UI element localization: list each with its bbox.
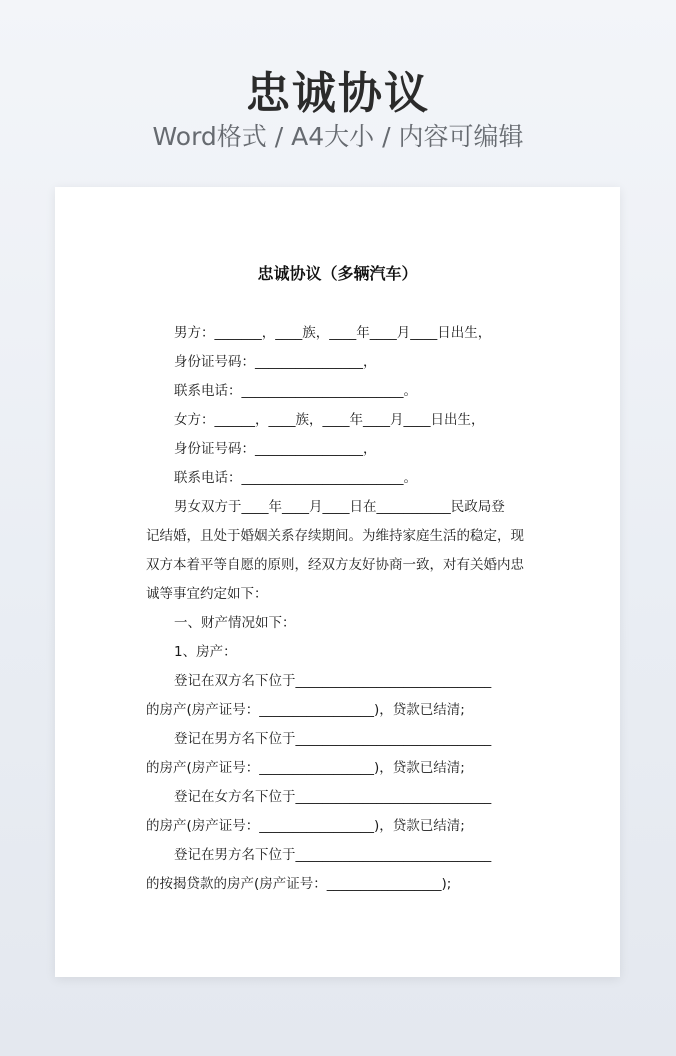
subsection-heading-house: 1、房产： — [174, 644, 237, 660]
text-line-male-info: 男方：_______，____族，____年____月____日出生， — [174, 325, 492, 341]
page-subtitle: Word格式 / A4大小 / 内容可编辑 — [152, 122, 524, 151]
text-line-male-phone: 联系电话：________________________。 — [174, 383, 417, 399]
text-line-house-male: 登记在男方名下位于_____________________________ — [174, 731, 492, 747]
document-page — [55, 187, 620, 977]
text-line-house-male-mortgage-cert: 的按揭贷款的房产(房产证号：_________________); — [146, 876, 452, 892]
text-line-house-male-mortgage: 登记在男方名下位于_____________________________ — [174, 847, 492, 863]
text-line-female-phone: 联系电话：________________________。 — [174, 470, 417, 486]
page-title: 忠诚协议 — [246, 68, 430, 119]
text-line-paragraph: 双方本着平等自愿的原则，经双方友好协商一致，对有关婚内忠 — [146, 557, 524, 573]
document-title: 忠诚协议（多辆汽车） — [257, 264, 418, 283]
text-line-paragraph: 男女双方于____年____月____日在___________民政局登 — [174, 499, 505, 515]
text-line-female-info: 女方：______，____族，____年____月____日出生， — [174, 412, 485, 428]
text-line-house-joint: 登记在双方名下位于_____________________________ — [174, 673, 492, 689]
text-line-house-male-cert: 的房产(房产证号：_________________)，贷款已结清; — [146, 760, 465, 776]
section-heading-property: 一、财产情况如下： — [174, 615, 296, 631]
text-line-female-id: 身份证号码：________________， — [174, 441, 377, 457]
document-body — [146, 319, 530, 899]
text-line-house-female-cert: 的房产(房产证号：_________________)，贷款已结清; — [146, 818, 465, 834]
text-line-male-id: 身份证号码：________________， — [174, 354, 377, 370]
text-line-house-female: 登记在女方名下位于_____________________________ — [174, 789, 492, 805]
text-line-paragraph: 记结婚，且处于婚姻关系存续期间。为维持家庭生活的稳定，现 — [146, 528, 524, 544]
text-line-paragraph: 诚等事宜约定如下： — [146, 586, 268, 602]
text-line-house-joint-cert: 的房产(房产证号：_________________)，贷款已结清; — [146, 702, 465, 718]
